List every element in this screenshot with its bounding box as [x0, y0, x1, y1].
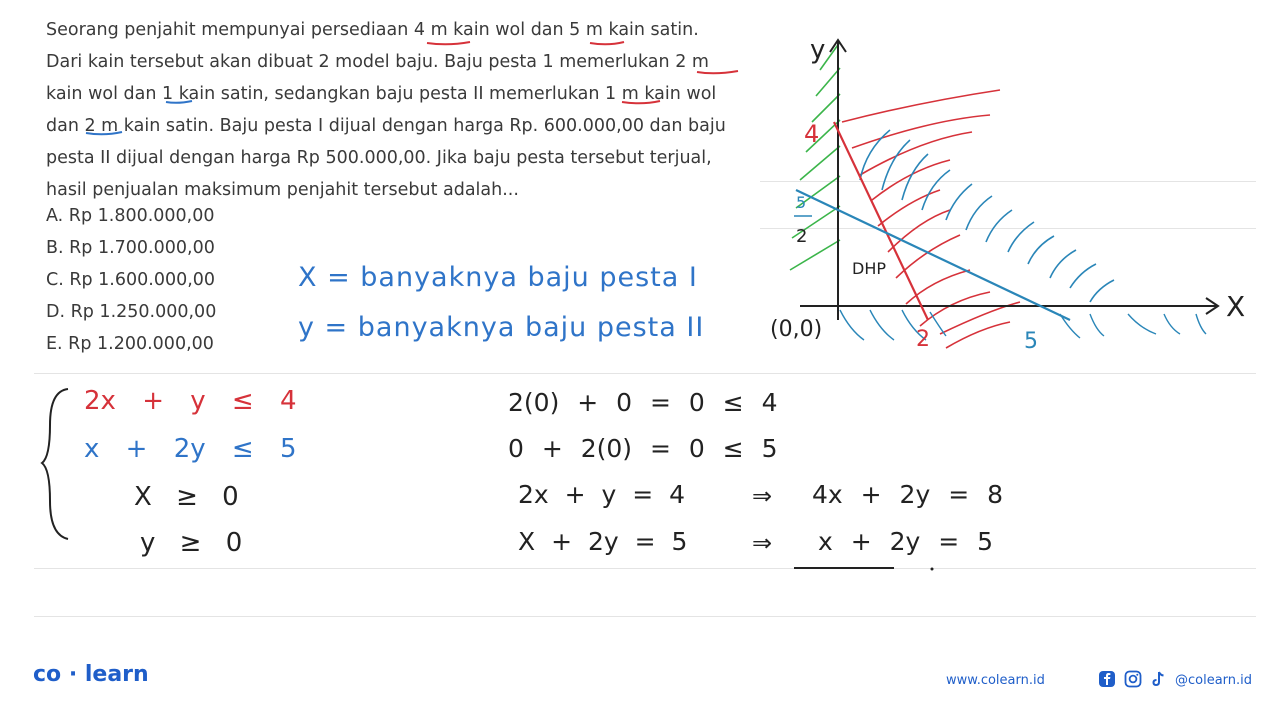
- axis-y-label: y: [810, 35, 826, 65]
- axis-x-label: X: [1226, 290, 1246, 323]
- logo-part-learn: learn: [84, 662, 149, 687]
- feasible-region-graph: [760, 30, 1260, 360]
- origin-label: (0,0): [770, 317, 823, 342]
- problem-line: Seorang penjahit mempunyai persediaan 4 m kain wol dan 5 m kain satin.: [46, 20, 699, 40]
- option-e: E. Rp 1.200.000,00: [46, 334, 214, 354]
- var-x-definition: X = banyaknya baju pesta I: [298, 262, 698, 293]
- constraint-2: x + 2y ≤ 5: [84, 434, 297, 464]
- problem-line: kain wol dan 1 kain satin, sedangkan baju pesta II memerlukan 1 m kain wol: [46, 84, 717, 104]
- line-2x-plus-y-4: [834, 122, 928, 320]
- option-a: A. Rp 1.800.000,00: [46, 206, 215, 226]
- instagram-icon[interactable]: [1124, 670, 1142, 688]
- facebook-icon[interactable]: [1098, 670, 1116, 688]
- y-label-2: 2: [796, 226, 808, 247]
- constraint-4: y ≥ 0: [140, 528, 243, 558]
- problem-line: pesta II dijual dengan harga Rp 500.000,00. Jika baju pesta tersebut terjual,: [46, 148, 712, 168]
- brace-icon: [40, 385, 80, 545]
- y-label-4: 4: [804, 120, 820, 148]
- implies-arrow: ⇒: [752, 482, 773, 510]
- option-d: D. Rp 1.250.000,00: [46, 302, 217, 322]
- equation-2: X + 2y = 5: [518, 527, 688, 556]
- var-y-definition: y = banyaknya baju pesta II: [298, 312, 705, 343]
- answer-options: [46, 200, 216, 360]
- implies-arrow: ⇒: [752, 529, 773, 557]
- region-label: DHP: [852, 259, 886, 278]
- y-label-5: 5: [796, 193, 807, 212]
- logo-part-co: co: [33, 662, 62, 687]
- constraint-3: X ≥ 0: [134, 482, 239, 512]
- option-c: C. Rp 1.600.000,00: [46, 270, 216, 290]
- axis-hatching: [840, 310, 1206, 340]
- x-label-5: 5: [1024, 329, 1038, 354]
- constraint-1: 2x + y ≤ 4: [84, 386, 297, 416]
- elimination-2: x + 2y = 5: [818, 527, 994, 556]
- elimination-1: 4x + 2y = 8: [812, 480, 1003, 509]
- test-point-2: 0 + 2(0) = 0 ≤ 5: [508, 434, 778, 463]
- social-handle[interactable]: @colearn.id: [1175, 673, 1253, 688]
- test-point-1: 2(0) + 0 = 0 ≤ 4: [508, 388, 778, 417]
- red-hatching: [842, 90, 1020, 348]
- colearn-logo: [33, 662, 149, 687]
- tiktok-icon[interactable]: [1150, 670, 1168, 688]
- logo-dot: ·: [68, 662, 78, 687]
- problem-line: hasil penjualan maksimum penjahit tersebut adalah...: [46, 180, 519, 200]
- x-label-2: 2: [916, 327, 930, 352]
- website-link[interactable]: www.colearn.id: [946, 673, 1045, 688]
- problem-line: dan 2 m kain satin. Baju pesta I dijual dengan harga Rp. 600.000,00 dan baju: [46, 116, 726, 136]
- problem-line: Dari kain tersebut akan dibuat 2 model baju. Baju pesta 1 memerlukan 2 m: [46, 52, 709, 72]
- equation-1: 2x + y = 4: [518, 480, 686, 509]
- option-b: B. Rp 1.700.000,00: [46, 238, 215, 258]
- subtraction-line: [790, 560, 950, 576]
